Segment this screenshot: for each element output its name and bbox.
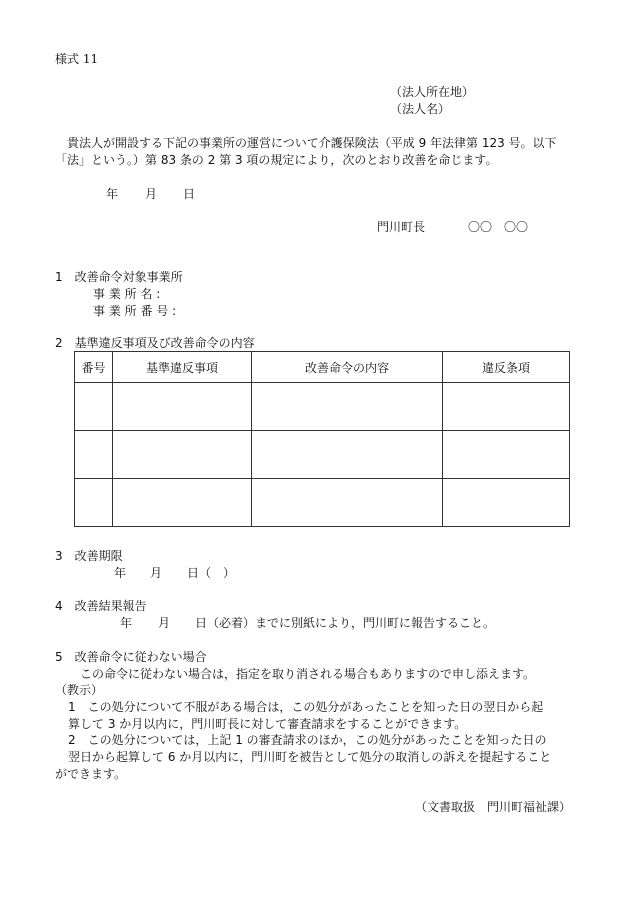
table-cell: [75, 383, 113, 431]
table-header-row: [75, 352, 570, 383]
office-name-label: 事 業 所 名 :: [93, 287, 161, 301]
instruction-item-2-line-1: 2 この処分については，上記 1 の審査請求のほか，この処分があったことを知った日の: [68, 733, 547, 747]
section-3-heading: 3 改善期限: [55, 549, 123, 563]
deadline-year: 年: [114, 566, 127, 580]
report-month: 月: [158, 616, 171, 630]
section-5-text: この命令に従わない場合は，指定を取り消される場合もありますので申し添えます。: [80, 667, 536, 681]
addressee-name: （法人名）: [390, 102, 451, 116]
deadline-month: 月: [150, 566, 163, 580]
table-cell: [113, 479, 252, 527]
column-header-order-content: 改善命令の内容: [252, 352, 443, 383]
instruction-item-1-line-2: 算して 3 か月以内に，門川町長に対して審査請求をすることができます。: [68, 717, 467, 731]
table-cell: [113, 383, 252, 431]
column-header-violation: 基準違反事項: [113, 352, 252, 383]
report-text: 日（必着）までに別紙により，門川町に報告すること。: [195, 616, 496, 630]
intro-line-2: 「法」という。）第 83 条の 2 第 3 項の規定により，次のとおり改善を命じます。: [55, 153, 498, 167]
instruction-label: （教示）: [55, 683, 104, 697]
table-row: [75, 479, 570, 527]
addressee-location: （法人所在地）: [390, 85, 475, 99]
violation-table: [74, 351, 570, 527]
footer-contact: （文書取扱 門川町福祉課）: [415, 800, 572, 814]
date-year: 年: [106, 187, 119, 201]
form-number: 様式 11: [55, 52, 99, 66]
table-cell: [252, 431, 443, 479]
table-row: [75, 431, 570, 479]
office-number-label: 事 業 所 番 号 :: [93, 304, 177, 318]
column-header-article: 違反条項: [443, 352, 570, 383]
table-cell: [252, 383, 443, 431]
section-5-heading: 5 改善命令に従わない場合: [55, 650, 207, 664]
column-header-number: 番号: [75, 352, 113, 383]
table-cell: [113, 431, 252, 479]
instruction-item-2-line-3: ができます。: [55, 767, 127, 781]
section-1-heading: 1 改善命令対象事業所: [55, 270, 183, 284]
date-month: 月: [145, 187, 158, 201]
intro-line-1: 貴法人が開設する下記の事業所の運営について介護保険法（平成 9 年法律第 123 号。以下: [67, 136, 557, 150]
table-cell: [443, 383, 570, 431]
table-row: [75, 383, 570, 431]
table-cell: [252, 479, 443, 527]
table-cell: [443, 431, 570, 479]
instruction-item-1-line-1: 1 この処分について不服がある場合は，この処分があったことを知った日の翌日から起: [68, 700, 544, 714]
table-cell: [75, 479, 113, 527]
section-2-heading: 2 基準違反事項及び改善命令の内容: [55, 336, 255, 350]
issuer-name: 〇〇 〇〇: [468, 220, 529, 234]
table-cell: [75, 431, 113, 479]
instruction-item-2-line-2: 翌日から起算して 6 か月以内に，門川町を被告として処分の取消しの訴えを提起すること: [68, 750, 552, 764]
section-4-heading: 4 改善結果報告: [55, 599, 147, 613]
issuer-title: 門川町長: [377, 220, 426, 234]
table-cell: [443, 479, 570, 527]
report-year: 年: [120, 616, 133, 630]
date-day: 日: [183, 187, 196, 201]
deadline-day: 日（ ）: [187, 566, 236, 580]
